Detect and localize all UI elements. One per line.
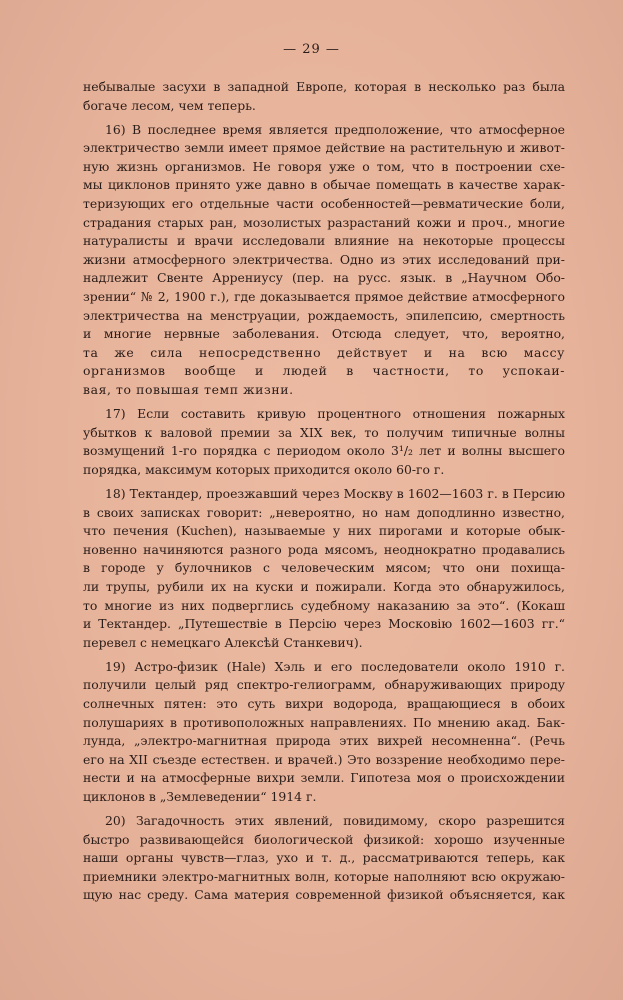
text-line: 20) Загадочность этих явлений, повидимому, скоро разрешится bbox=[105, 813, 565, 829]
text-line: полушариях в противоположных направлениях. По мнению акад. Бак- bbox=[83, 714, 565, 730]
paragraph-20 bbox=[83, 812, 565, 905]
text-line: 19) Астро-физик (Hale) Хэль и его последователи около 1910 г. bbox=[105, 658, 565, 674]
text-line: электричество земли имеет прямое действие на растительную и живот- bbox=[83, 140, 565, 156]
text-line: и многие нервные заболевания. Отсюда следует, что, вероятно, bbox=[83, 326, 565, 342]
text-line: щую нас среду. Сама материя современной физикой объясняется, как bbox=[83, 887, 565, 903]
text-line: электричества на менструации, рождаемость, эпилепсию, смертность bbox=[83, 307, 565, 323]
body-text bbox=[83, 78, 565, 911]
text-line: натуралисты и врачи исследовали влияние на некоторые процессы bbox=[83, 233, 565, 249]
text-line: нести и на атмосферные вихри земли. Гипотеза моя о происхождении bbox=[83, 770, 565, 786]
text-line: мы циклонов принято уже давно в обычае помещать в качестве харак- bbox=[83, 177, 565, 193]
text-line: то многие из них подверглись судебному наказанию за это“. (Кокаш bbox=[83, 597, 565, 613]
text-line: перевел с немецкаго Алексѣй Станкевич). bbox=[83, 634, 363, 650]
paragraph-16 bbox=[83, 121, 565, 400]
text-line: получили целый ряд спектро-гелиограмм, обнаруживающих природу bbox=[83, 677, 565, 693]
text-line: новенно начиняются разного рода мясомъ, неоднократно продавались bbox=[83, 541, 565, 557]
text-line: ную жизнь организмов. Не говоря уже о том, что в построении схе- bbox=[83, 158, 565, 174]
text-line: небывалые засухи в западной Европе, которая в несколько раз была bbox=[83, 79, 565, 94]
paragraph-17 bbox=[83, 405, 565, 479]
text-line: страдания старых ран, мозолистых разрастаний кожи и проч., многие bbox=[83, 214, 565, 230]
text-line: зрении“ № 2, 1900 г.), где доказывается прямое действие атмосферного bbox=[83, 289, 565, 305]
text-line: быстро развивающейся биологической физикой: хорошо изученные bbox=[83, 831, 565, 847]
paragraph-continuation bbox=[83, 78, 565, 115]
text-line: надлежит Свенте Аррениусу (пер. на русс. язык. в „Научном Обо- bbox=[83, 270, 565, 286]
paragraph-19 bbox=[83, 658, 565, 807]
text-line: возмущений 1-го порядка с периодом около 3¹/₂ лет и волны высшего bbox=[83, 443, 565, 459]
text-line-spaced: та же сила непосредственно действует и на всю массу bbox=[83, 344, 565, 360]
text-line: что печения (Kuchen), называемые у них пирогами и которые обык- bbox=[83, 523, 565, 539]
text-line: наши органы чувств—глаз, ухо и т. д., рассматриваются теперь, как bbox=[83, 850, 565, 866]
text-line-spaced: организмов вообще и людей в частности, то успокаи- bbox=[83, 363, 565, 379]
text-line: циклонов в „Землеведении“ 1914 г. bbox=[83, 788, 317, 804]
text-line: 16) В последнее время является предположение, что атмосферное bbox=[105, 121, 565, 137]
text-line: и Тектандер. „Путешествіе в Персію через Московію 1602—1603 гг.“ bbox=[83, 616, 565, 632]
text-line: жизни атмосферного электричества. Одно из этих исследований при- bbox=[83, 251, 565, 267]
text-line: 18) Тектандер, проезжавший через Москву в 1602—1603 г. в Персию bbox=[105, 485, 565, 501]
text-line: богаче лесом, чем теперь. bbox=[83, 97, 256, 113]
text-line: убытков к валовой премии за XIX век, то получим типичные волны bbox=[83, 424, 565, 440]
text-line: ли трупы, рубили их на куски и пожирали. Когда это обнаружилось, bbox=[83, 578, 565, 594]
paragraph-18 bbox=[83, 485, 565, 652]
text-line: солнечных пятен: это суть вихри водорода, вращающиеся в обоих bbox=[83, 696, 565, 711]
text-line: порядка, максимум которых приходится около 60-го г. bbox=[83, 461, 445, 477]
text-line: 17) Если составить кривую процентного отношения пожарных bbox=[105, 406, 565, 422]
text-line-spaced: вая, то повышая темп жизни. bbox=[83, 382, 294, 397]
text-line: лунда, „электро-магнитная природа этих вихрей несомненна“. (Речь bbox=[83, 733, 565, 749]
text-line: его на XII съезде естествен. и врачей.) Это воззрение необходимо пере- bbox=[83, 751, 565, 767]
text-line: приемники электро-магнитных волн, которые наполняют всю окружаю- bbox=[83, 868, 565, 884]
text-line: теризующих его отдельные части особенностей—ревматические боли, bbox=[83, 196, 565, 212]
text-line: в своих записках говорит: „невероятно, но нам доподлинно известно, bbox=[83, 504, 565, 520]
text-line: в городе у булочников с человеческим мясом; что они похища- bbox=[83, 560, 565, 576]
page-number: — 29 — bbox=[283, 42, 340, 57]
